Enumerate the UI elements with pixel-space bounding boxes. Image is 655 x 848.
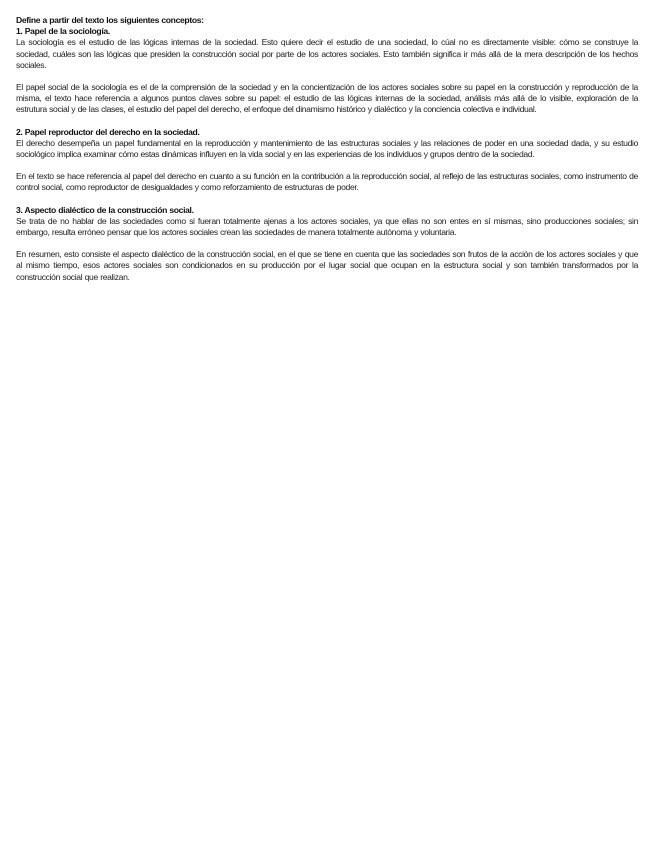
section-paragraph: La sociología es el estudio de las lógicas internas de la sociedad. Esto quiere decir el estudio de una sociedad, lo cúal no es directamente visible: cómo se construye la sociedad, cuáles son las lógicas que presiden la construcción social por parte de los actores sociales. Esto también significa ir más allá de la mera descripción de los hechos sociales. <box>16 37 638 70</box>
section-paragraph: El papel social de la sociología es el de la comprensión de la sociedad y en la concientización de los actores sociales sobre su papel en la construcción y reproducción de la misma, el texto hace referencia a algunos puntos claves sobre su papel: el estudio de las lógicas internas de la sociedad, análisis más allá de lo visible, exploración de la estrutura social y de las clases, el estudio del papel del derecho, el enfoque del dinamismo histórico y dialéctico y la conciencia colectiva e individual. <box>16 82 638 115</box>
section-papel-sociologia <box>16 26 638 115</box>
section-heading: 2. Papel reproductor del derecho en la sociedad. <box>16 126 200 137</box>
section-papel-derecho <box>16 127 638 194</box>
section-paragraph: En el texto se hace referencia al papel del derecho en cuanto a su función en la contribución a la reproducción social, al reflejo de las estructuras sociales, como instrumento de control social, como reproductor de desigualdades y como reforzamiento de estructuras de poder. <box>16 171 638 193</box>
section-heading: 3. Aspecto dialéctico de la construcción social. <box>16 204 194 215</box>
section-paragraph: En resumen, esto consiste el aspecto dialéctico de la construcción social, en el que se tiene en cuenta que las sociedades son frutos de la acción de los actores sociales y que al mismo tiempo, esos actores sociales son condicionados en su producción por el lugar social que ocupan en la estructura social y son también transformados por la construcción social que realizan. <box>16 249 638 282</box>
section-paragraph: El derecho desempeña un papel fundamental en la reproducción y mantenimiento de las estructuras sociales y las relaciones de poder en una sociedad dada, y su estudio sociológico implica examinar cómo estas dinámicas influyen en la vida social y en las experiencias de los individuos y grupos dentro de la sociedad. <box>16 137 638 160</box>
document-page <box>16 15 638 283</box>
document-intro: Define a partir del texto los siguientes conceptos: <box>16 15 204 25</box>
section-heading: 1. Papel de la sociología. <box>16 26 110 37</box>
section-aspecto-dialectico <box>16 205 638 283</box>
section-paragraph: Se trata de no hablar de las sociedades como si fueran totalmente ajenas a los actores sociales, ya que ellas no son entes en sí mismas, sino producciones sociales; sin embargo, resulta erróneo pensar que los actores sociales crean las sociedades de manera totalmente autónoma y voluntaria. <box>16 215 638 238</box>
